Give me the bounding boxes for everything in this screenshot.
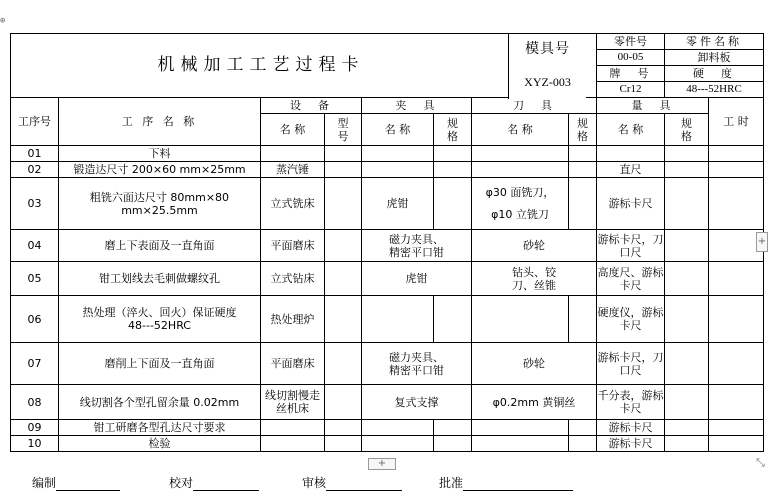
checked-label: 校对 xyxy=(169,476,194,490)
table-row xyxy=(11,262,764,296)
approved-line xyxy=(463,477,573,491)
equipment-name: 立式钻床 xyxy=(261,262,325,296)
gauge-name: 游标卡尺 xyxy=(597,420,665,436)
grade-label: 牌 号 xyxy=(597,66,665,82)
header-equipment: 设 备 xyxy=(261,98,362,114)
approved-label: 批准 xyxy=(439,476,464,490)
step-name: 磨上下表面及一直角面 xyxy=(59,230,261,262)
fixture-name xyxy=(362,146,434,162)
table-row xyxy=(11,385,764,420)
equipment-name: 立式铣床 xyxy=(261,178,325,230)
prepared-label: 编制 xyxy=(32,476,57,490)
header-fixture-name: 名 称 xyxy=(362,114,434,146)
step-no: 03 xyxy=(11,178,59,230)
gauge-name: 游标卡尺 xyxy=(597,436,665,452)
fixture-name: 磁力夹具、精密平口钳 xyxy=(362,230,472,262)
header-fixture-spec: 规格 xyxy=(434,114,472,146)
header-tool-spec: 规格 xyxy=(569,114,597,146)
mould-no-block xyxy=(508,34,586,99)
equipment-name: 线切割慢走丝机床 xyxy=(261,385,325,420)
card-title: 机械加工工艺过程卡 xyxy=(157,55,365,75)
header-fixture: 夹 具 xyxy=(362,98,472,114)
equipment-name xyxy=(261,146,325,162)
part-no-label: 零件号 xyxy=(597,34,665,50)
gauge-name: 游标卡尺，刀口尺 xyxy=(597,343,665,385)
header-step-name: 工 序 名 称 xyxy=(59,98,261,146)
tool-name xyxy=(472,146,569,162)
step-no: 01 xyxy=(11,146,59,162)
equipment-name: 蒸汽锤 xyxy=(261,162,325,178)
tool-name: 砂轮 xyxy=(472,230,597,262)
prepared-line xyxy=(56,477,120,491)
step-no: 04 xyxy=(11,230,59,262)
table-row xyxy=(11,436,764,452)
equipment-name xyxy=(261,420,325,436)
equipment-name: 平面磨床 xyxy=(261,343,325,385)
equipment-name xyxy=(261,436,325,452)
add-column-button[interactable]: + xyxy=(756,232,768,252)
add-row-button[interactable]: + xyxy=(368,458,396,470)
step-name: 钳工研磨各型孔达尺寸要求 xyxy=(59,420,261,436)
step-no: 06 xyxy=(11,296,59,343)
header-equip-name: 名 称 xyxy=(261,114,325,146)
fixture-name xyxy=(362,436,434,452)
header-gauge-name: 名 称 xyxy=(597,114,665,146)
reviewed-label: 审核 xyxy=(302,476,327,490)
header-gauge-spec: 规格 xyxy=(665,114,709,146)
table-row xyxy=(11,146,764,162)
step-name: 下料 xyxy=(59,146,261,162)
header-equip-model: 型号 xyxy=(325,114,362,146)
reviewed-line xyxy=(326,477,402,491)
gauge-name: 游标卡尺 xyxy=(597,178,665,230)
hardness-value: 48---52HRC xyxy=(665,82,764,98)
fixture-name xyxy=(362,162,434,178)
gauge-name: 高度尺、游标卡尺 xyxy=(597,262,665,296)
mould-no-label: 模具号 xyxy=(525,41,570,57)
table-row xyxy=(11,230,764,262)
header-work-hours: 工 时 xyxy=(709,98,764,146)
table-row xyxy=(11,343,764,385)
gauge-name: 游标卡尺，刀口尺 xyxy=(597,230,665,262)
hardness-label: 硬 度 xyxy=(665,66,764,82)
step-name: 钳工划线去毛刺做螺纹孔 xyxy=(59,262,261,296)
checked-line xyxy=(193,477,259,491)
gauge-name: 千分表，游标卡尺 xyxy=(597,385,665,420)
gauge-name: 直尺 xyxy=(597,162,665,178)
fixture-name: 复式支撑 xyxy=(362,385,472,420)
equipment-name: 平面磨床 xyxy=(261,230,325,262)
tool-name xyxy=(472,420,569,436)
header-step-no: 工序号 xyxy=(11,98,59,146)
header-tool-name: 名 称 xyxy=(472,114,569,146)
fixture-name: 虎钳 xyxy=(362,178,434,230)
step-no: 07 xyxy=(11,343,59,385)
fixture-name: 虎钳 xyxy=(362,262,472,296)
fixture-name xyxy=(362,420,434,436)
step-name: 锻造达尺寸 200×60 mm×25mm xyxy=(59,162,261,178)
step-no: 05 xyxy=(11,262,59,296)
tool-name: φ30 面铣刀，φ10 立铣刀 xyxy=(472,178,569,230)
table-resize-handle-icon[interactable]: ⤡ xyxy=(756,456,765,469)
process-card-table xyxy=(10,33,764,452)
table-move-handle-icon[interactable]: ⊕ xyxy=(0,16,6,26)
step-name: 热处理（淬火、回火）保证硬度 48---52HRC xyxy=(59,296,261,343)
part-no-value: 00-05 xyxy=(597,50,665,66)
step-no: 02 xyxy=(11,162,59,178)
mould-no-value: XYZ-003 xyxy=(524,75,571,89)
tool-name: 砂轮 xyxy=(472,343,597,385)
fixture-name xyxy=(362,296,434,343)
step-name: 线切割各个型孔留余量 0.02mm xyxy=(59,385,261,420)
tool-name: 钻头、铰刀、丝锥 xyxy=(472,262,597,296)
part-name-label: 零件名称 xyxy=(665,34,764,50)
tool-name xyxy=(472,436,569,452)
part-name-value: 卸料板 xyxy=(665,50,764,66)
equipment-name: 热处理炉 xyxy=(261,296,325,343)
step-no: 08 xyxy=(11,385,59,420)
gauge-name xyxy=(597,146,665,162)
gauge-name: 硬度仪，游标卡尺 xyxy=(597,296,665,343)
tool-name: φ0.2mm 黄铜丝 xyxy=(472,385,597,420)
tool-name xyxy=(472,162,569,178)
fixture-name: 磁力夹具、精密平口钳 xyxy=(362,343,472,385)
table-row xyxy=(11,296,764,343)
table-row xyxy=(11,420,764,436)
step-no: 09 xyxy=(11,420,59,436)
step-name: 粗铣六面达尺寸 80mm×80 mm×25.5mm xyxy=(59,178,261,230)
table-row xyxy=(11,178,764,230)
header-gauge: 量 具 xyxy=(597,98,709,114)
table-row xyxy=(11,162,764,178)
step-name: 检验 xyxy=(59,436,261,452)
grade-value: Cr12 xyxy=(597,82,665,98)
header-tool: 刀 具 xyxy=(472,98,597,114)
tool-name xyxy=(472,296,569,343)
step-no: 10 xyxy=(11,436,59,452)
step-name: 磨削上下面及一直角面 xyxy=(59,343,261,385)
